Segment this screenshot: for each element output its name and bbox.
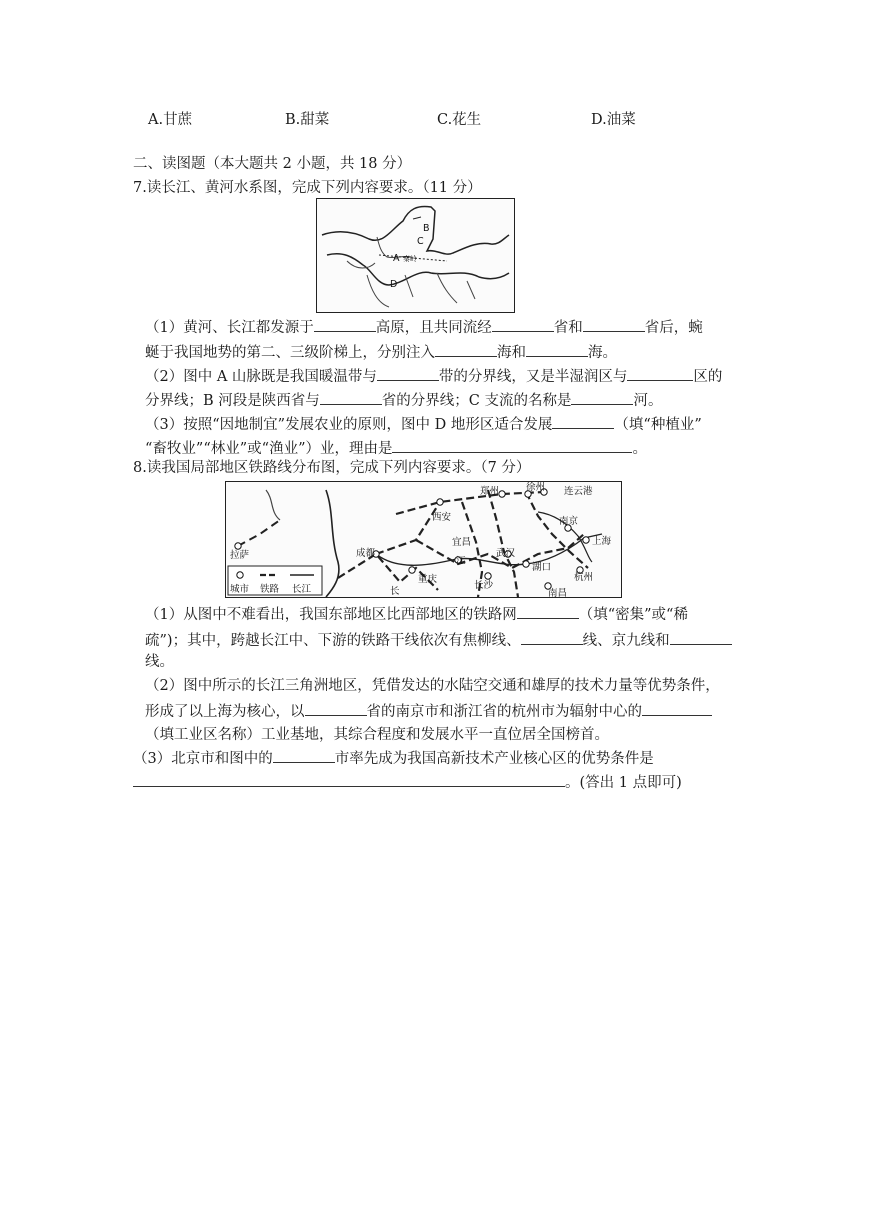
answer-blank[interactable] bbox=[320, 390, 382, 405]
answer-blank[interactable] bbox=[435, 342, 497, 357]
map-label-a: A bbox=[393, 253, 400, 264]
railway-map bbox=[225, 481, 622, 598]
map-label-nanjing: 南京 bbox=[559, 516, 579, 527]
q7-part3-line2: “畜牧业”“林业”或“渔业”）业，理由是 。 bbox=[145, 438, 647, 459]
q7-stem: 7.读长江、黄河水系图，完成下列内容要求。（11 分） bbox=[133, 180, 482, 196]
answer-blank[interactable] bbox=[627, 366, 693, 381]
answer-blank[interactable] bbox=[670, 630, 732, 645]
map-label-hangzhou: 杭州 bbox=[574, 572, 594, 583]
q8-part2-line3: （填工业区名称）工业基地，其综合程度和发展水平一直位居全国榜首。 bbox=[145, 727, 609, 743]
map-label-nanchang: 南昌 bbox=[548, 588, 568, 597]
railway-map-graphic bbox=[226, 482, 621, 597]
q8-part1-line1: （1）从图中不难看出，我国东部地区比西部地区的铁路网 （填“密集”或“稀 bbox=[145, 604, 688, 625]
answer-blank[interactable] bbox=[571, 390, 633, 405]
answer-blank[interactable] bbox=[273, 748, 335, 763]
answer-blank[interactable] bbox=[521, 630, 583, 645]
q7-part1-line2: 蜒于我国地势的第二、三级阶梯上，分别注入 海和 海。 bbox=[145, 342, 617, 363]
q8-part3-line2: 。(答出 1 点即可) bbox=[133, 772, 682, 793]
answer-blank[interactable] bbox=[642, 701, 712, 716]
map-label-yichang: 宜昌 bbox=[452, 537, 472, 548]
map-label-xian: 西安 bbox=[432, 512, 452, 523]
q8-part1-line3: 线。 bbox=[145, 654, 174, 670]
option-c: C.花生 bbox=[437, 112, 482, 128]
map-label-lasa: 拉萨 bbox=[230, 550, 250, 561]
q7-part2-line2: 分界线；B 河段是陕西省与 省的分界线；C 支流的名称是 河。 bbox=[145, 390, 662, 411]
answer-blank[interactable] bbox=[314, 317, 376, 332]
q7-part3-line1: （3）按照“因地制宜”发展农业的原则，图中 D 地形区适合发展 （填“种植业” bbox=[145, 414, 702, 435]
q7-part2-line1: （2）图中 A 山脉既是我国暖温带与 带的分界线，又是半湿润区与 区的 bbox=[145, 366, 722, 387]
map-label-shanghai: 上海 bbox=[592, 536, 612, 547]
map-label-chang: 长 bbox=[390, 586, 400, 597]
map-label-lianyungang: 连云港 bbox=[564, 486, 593, 497]
q8-part2-line1: （2）图中所示的长江三角洲地区，凭借发达的水陆空交通和雄厚的技术力量等优势条件， bbox=[145, 678, 720, 694]
yellow-yangtze-river-map bbox=[316, 198, 515, 313]
legend-river: 长江 bbox=[292, 584, 312, 595]
q8-part1-line2: 疏”)；其中，跨越长江中、下游的铁路干线依次有焦柳线、 线、京九线和 bbox=[145, 630, 732, 651]
answer-blank[interactable] bbox=[305, 701, 367, 716]
answer-blank[interactable] bbox=[392, 438, 632, 453]
map-label-chongqing: 重庆 bbox=[418, 574, 438, 585]
map-label-zhengzhou: 郑州 bbox=[480, 486, 500, 497]
legend-rail: 铁路 bbox=[260, 584, 280, 595]
answer-blank[interactable] bbox=[133, 772, 565, 787]
q8-part2-line2: 形成了以上海为核心，以 省的南京市和浙江省的杭州市为辐射中心的 bbox=[145, 701, 712, 722]
answer-blank[interactable] bbox=[526, 342, 588, 357]
answer-blank[interactable] bbox=[583, 317, 645, 332]
q8-stem: 8.读我国局部地区铁路线分布图，完成下列内容要求。（7 分） bbox=[133, 460, 531, 476]
map-label-b: B bbox=[423, 223, 430, 234]
q7-part1-line1: （1）黄河、长江都发源于 高原，且共同流经 省和 省后，蜿 bbox=[145, 317, 703, 338]
map-label-jiang: 江 bbox=[456, 556, 466, 567]
option-a: A.甘蔗 bbox=[148, 112, 193, 128]
option-d: D.油菜 bbox=[591, 112, 636, 128]
map-label-hukou: 湖口 bbox=[532, 562, 552, 573]
map-label-wuhan: 武汉 bbox=[496, 548, 516, 559]
q8-part3-line1: （3）北京市和图中的 市率先成为我国高新技术产业核心区的优势条件是 bbox=[133, 748, 654, 769]
map-label-chengdu: 成都 bbox=[356, 548, 376, 559]
map-label-mountain: 秦岭 bbox=[403, 255, 417, 263]
answer-blank[interactable] bbox=[492, 317, 554, 332]
answer-blank[interactable] bbox=[517, 604, 579, 619]
legend-city: 城市 bbox=[230, 584, 250, 595]
river-map-graphic bbox=[317, 199, 514, 312]
map-label-c: C bbox=[417, 236, 424, 247]
map-label-changsha: 长沙 bbox=[474, 580, 494, 591]
map-label-xuzhou: 徐州 bbox=[526, 482, 546, 493]
section-title: 二、读图题（本大题共 2 小题，共 18 分） bbox=[133, 156, 412, 172]
answer-blank[interactable] bbox=[552, 414, 614, 429]
option-b: B.甜菜 bbox=[285, 112, 330, 128]
map-label-d: D bbox=[390, 279, 398, 290]
answer-blank[interactable] bbox=[377, 366, 439, 381]
